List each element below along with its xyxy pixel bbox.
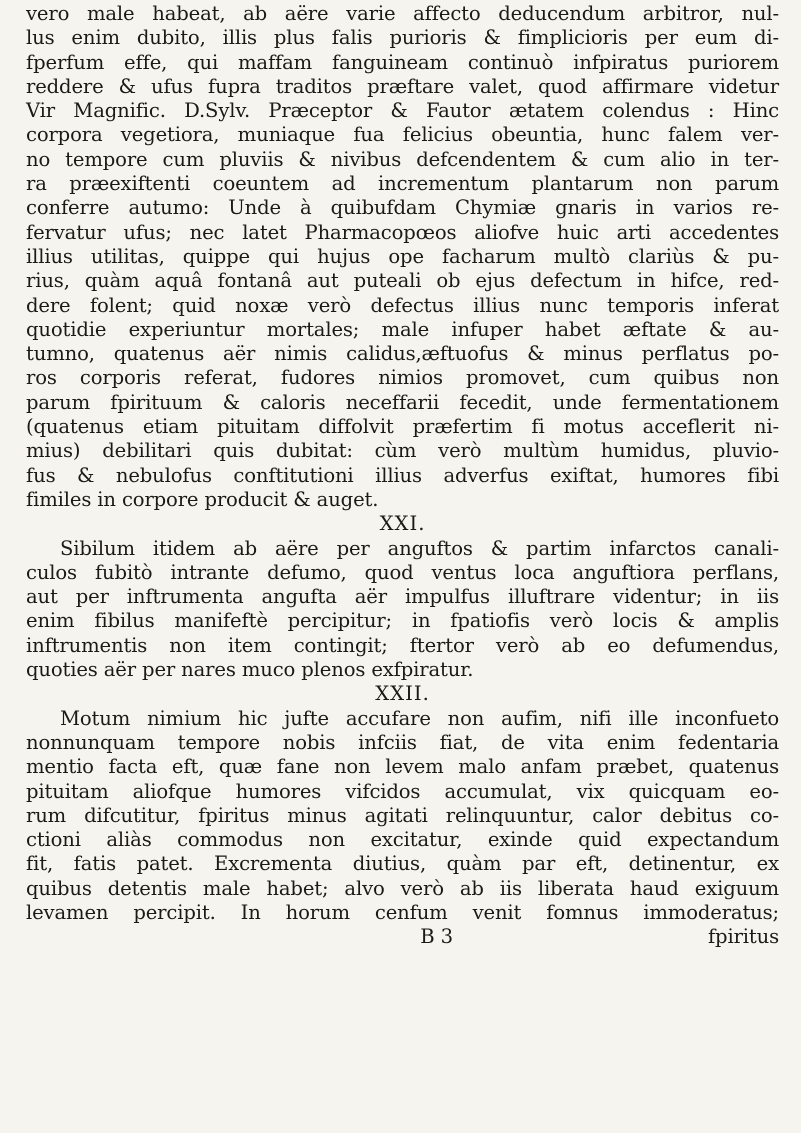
text-line: conferre autumo: Unde à quibufdam Chymiæ gnaris in varios re- [26, 196, 779, 220]
signature-mark: B 3 [420, 925, 453, 949]
text-line: dere folent; quid noxæ verò defectus illius nunc temporis inferat [26, 293, 779, 317]
text-line: parum fpirituum & caloris neceffarii fecedit, unde fermentationem [26, 390, 779, 414]
text-line: mentio facta eft, quæ fane non levem malo anfam præbet, quatenus [26, 755, 779, 779]
page-footer [26, 925, 779, 949]
text-line: no tempore cum pluviis & nivibus defcendentem & cum alio in ter- [26, 147, 779, 171]
text-line: enim fibilus manifeftè percipitur; in fpatiofis verò locis & amplis [26, 609, 779, 633]
text-line: aut per inftrumenta angufta aër impulfus illuftrare videntur; in iis [26, 585, 779, 609]
text-line: tumno, quatenus aër nimis calidus,æftuofus & minus perflatus po- [26, 342, 779, 366]
text-line: quoties aër per nares muco plenos exfpiratur. [26, 658, 474, 682]
text-line: mius) debilitari quis dubitat: cùm verò multùm humidus, pluvio- [26, 439, 779, 463]
catchword: fpiritus [707, 925, 779, 949]
text-line: ros corporis referat, fudores nimios promovet, cum quibus non [26, 366, 779, 390]
text-line: quibus detentis male habet; alvo verò ab iis liberata haud exiguum [26, 876, 779, 900]
text-line: Sibilum itidem ab aëre per anguftos & partim infarctos canali- [60, 536, 779, 560]
text-line: ctioni aliàs commodus non excitatur, exinde quid expectandum [26, 828, 779, 852]
text-line: fperfum effe, qui maffam fanguineam continuò infpiratus puriorem [26, 50, 779, 74]
text-line: rum difcutitur, fpiritus minus agitati relinquuntur, calor debitus co- [26, 803, 779, 827]
section-heading: XXI. [379, 512, 426, 536]
section-heading: XXII. [375, 682, 430, 706]
text-line: reddere & ufus fupra traditos præftare valet, quod affirmare videtur [26, 74, 779, 98]
text-line: fervatur ufus; nec latet Pharmacopœos aliofve huic arti accedentes [26, 220, 779, 244]
text-line: rius, quàm aquâ fontanâ aut puteali ob ejus defectum in hifce, red- [26, 269, 779, 293]
text-line: Vir Magnific. D.Sylv. Præceptor & Fautor ætatem colendus : Hinc [26, 99, 779, 123]
text-line: fit, fatis patet. Excrementa diutius, quàm par eft, detinentur, ex [26, 852, 779, 876]
text-line: culos fubitò intrante defumo, quod ventus loca anguftiora perflans, [26, 560, 779, 584]
text-line: illius utilitas, quippe qui hujus ope facharum multò clariùs & pu- [26, 244, 779, 268]
text-line: Motum nimium hic jufte accufare non aufim, nifi ille inconfueto [60, 706, 779, 730]
text-line: fimiles in corpore producit & auget. [26, 487, 379, 511]
text-line: (quatenus etiam pituitam diffolvit præfertim fi motus acceflerit ni- [26, 415, 779, 439]
text-line: quotidie experiuntur mortales; male infuper habet æftate & au- [26, 317, 779, 341]
text-line: fus & nebulofus conftitutioni illius adverfus exiftat, humores fibi [26, 463, 779, 487]
text-line: nonnunquam tempore nobis infciis fiat, de vita enim fedentaria [26, 730, 779, 754]
text-line: lus enim dubito, illis plus falis purioris & fimplicioris per eum di- [26, 26, 779, 50]
paragraph [26, 707, 779, 926]
text-line: inftrumentis non item contingit; ftertor verò ab eo defumendus, [26, 633, 779, 657]
text-line: vero male habeat, ab aëre varie affecto deducendum arbitror, nul- [26, 2, 779, 25]
paragraph [26, 2, 779, 512]
text-line: levamen percipit. In horum cenfum venit fomnus immoderatus; [26, 900, 779, 924]
paragraph [26, 537, 779, 683]
text-line: corpora vegetiora, muniaque fua felicius obeuntia, hunc falem ver- [26, 123, 779, 147]
text-line: ra præexiftenti coeuntem ad incrementum plantarum non parum [26, 172, 779, 196]
text-line: pituitam aliofque humores vifcidos accumulat, vix quicquam eo- [26, 779, 779, 803]
